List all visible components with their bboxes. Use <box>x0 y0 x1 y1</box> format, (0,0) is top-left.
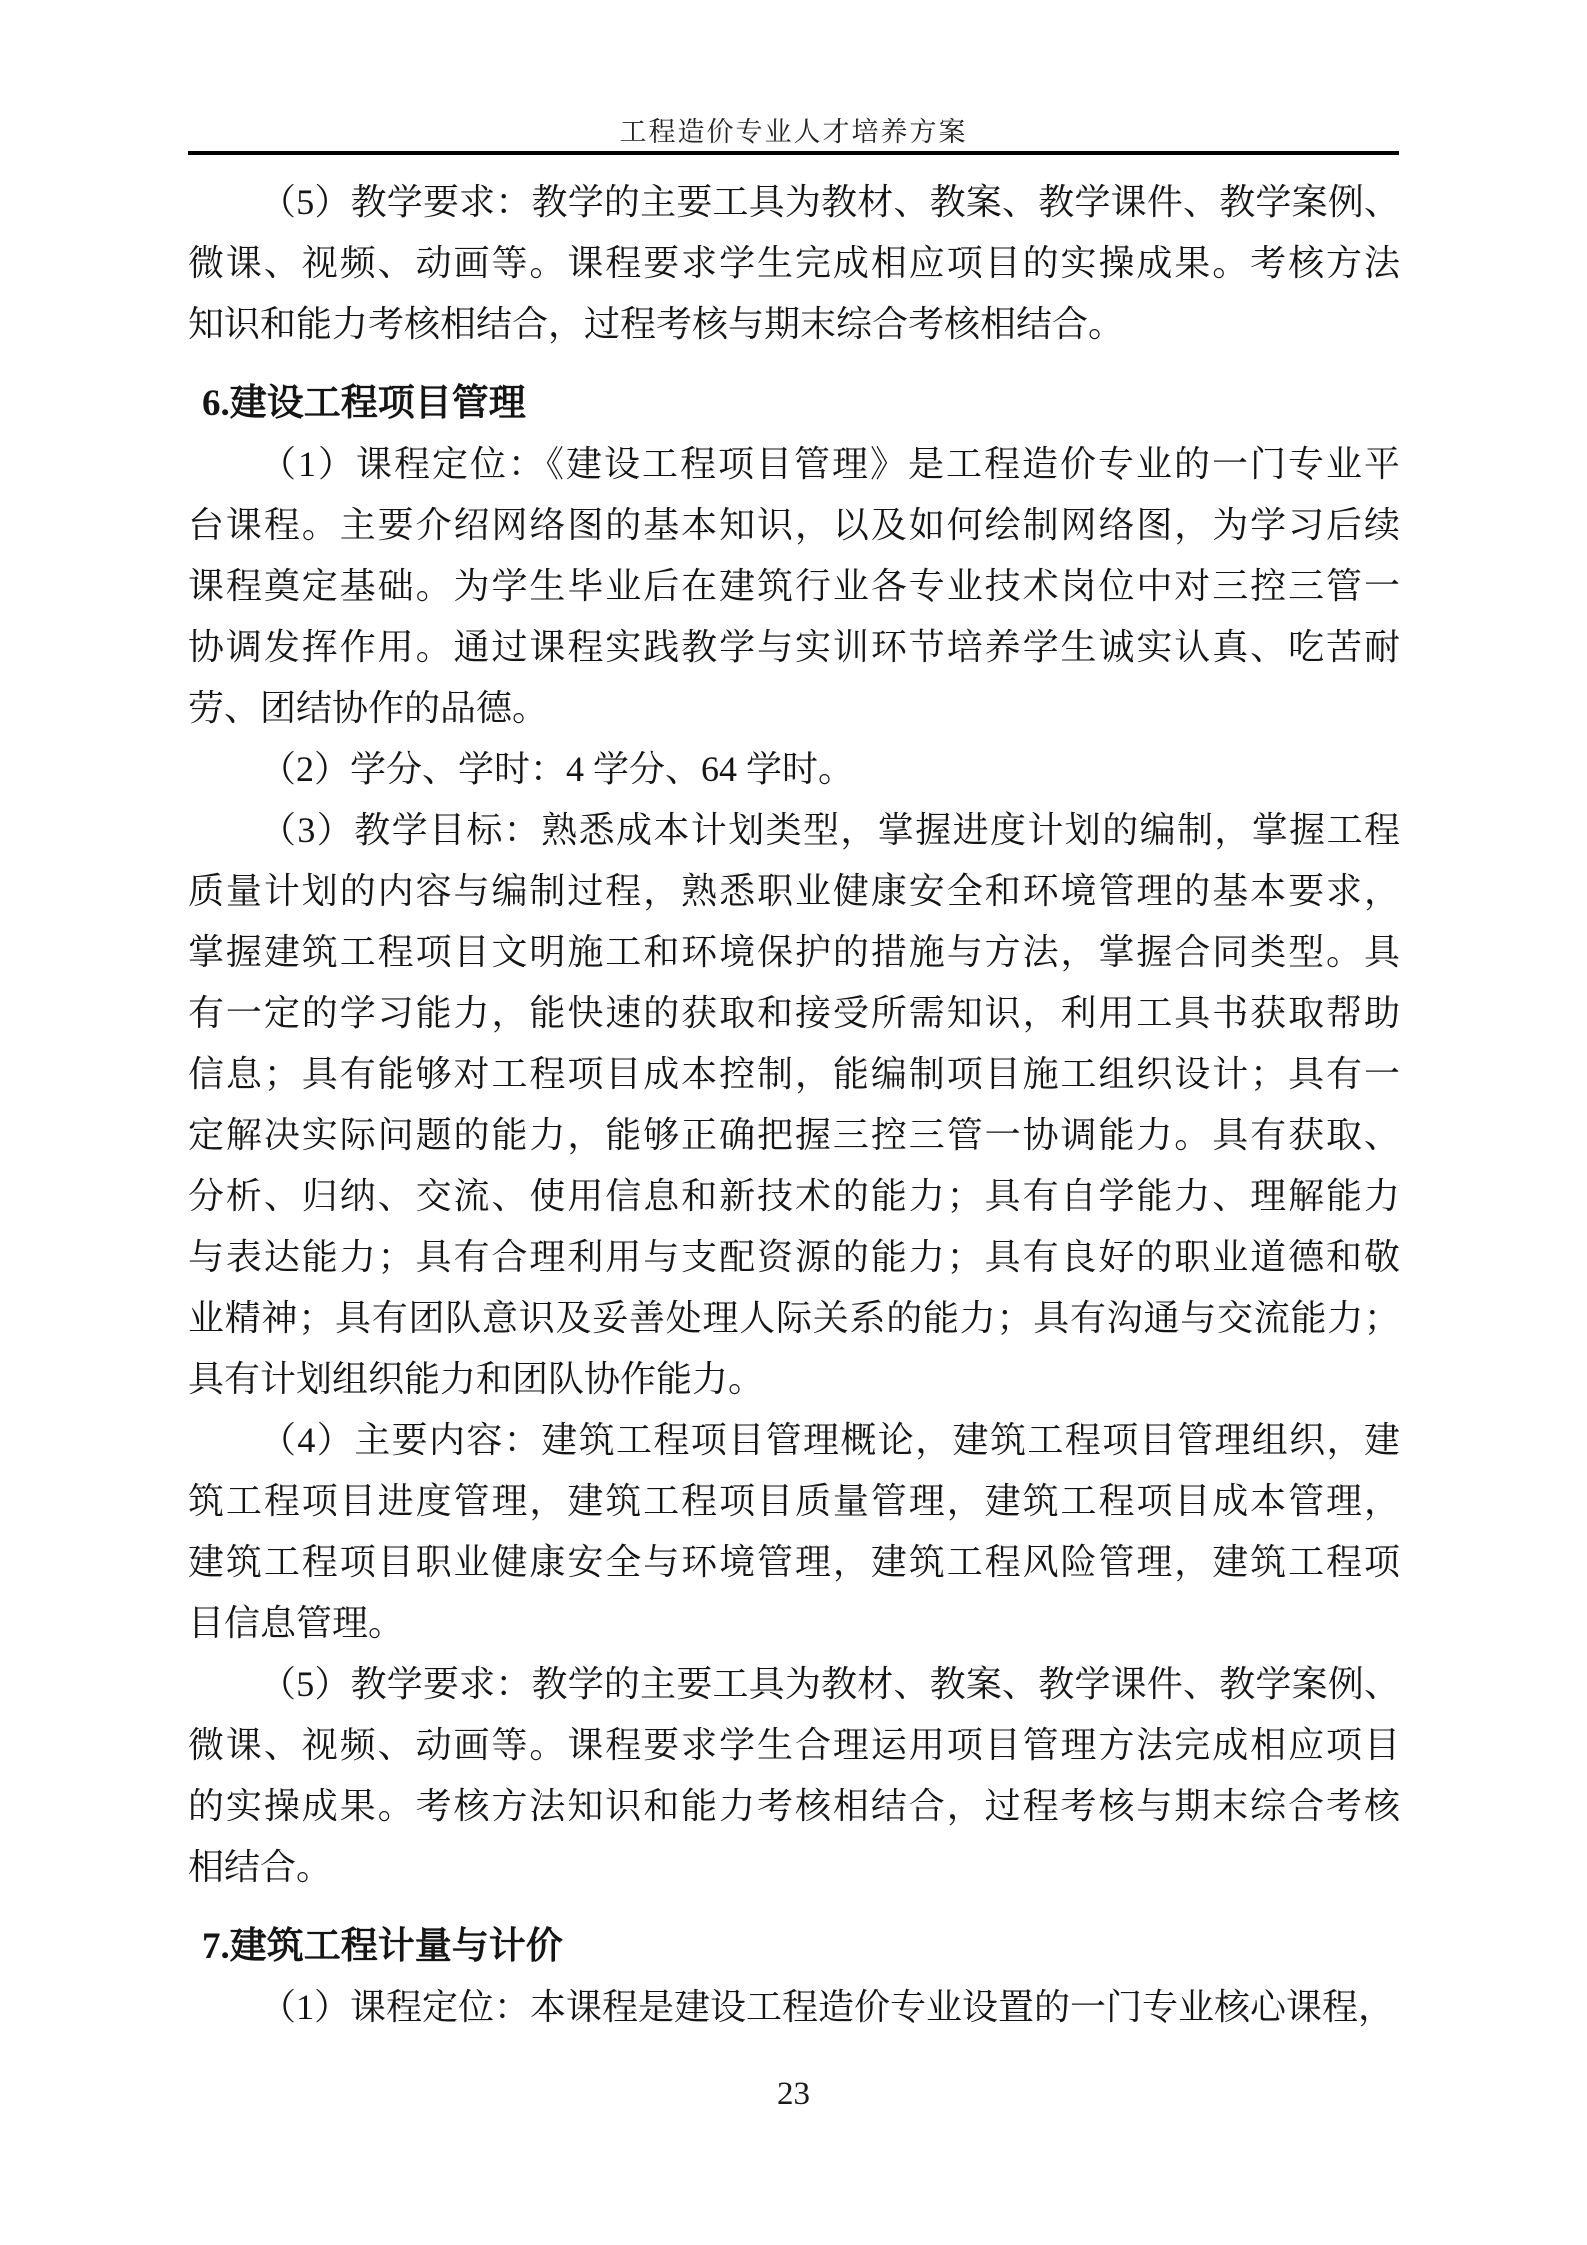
body-line: （5）教学要求：教学的主要工具为教材、教案、教学课件、教学案例、 <box>260 1664 1400 1704</box>
body-line: 定解决实际问题的能力，能够正确把握三控三管一协调能力。具有获取、 <box>188 1115 1400 1155</box>
page-header-title: 工程造价专业人才培养方案 <box>619 117 968 147</box>
body-line: 知识和能力考核相结合，过程考核与期末综合考核相结合。 <box>188 304 1125 344</box>
body-line: （4）主要内容：建筑工程项目管理概论，建筑工程项目管理组织，建 <box>260 1420 1400 1460</box>
body-line: 的实操成果。考核方法知识和能力考核相结合，过程考核与期末综合考核 <box>188 1786 1400 1826</box>
body-line: （3）教学目标：熟悉成本计划类型，掌握进度计划的编制，掌握工程 <box>260 810 1400 850</box>
section-heading: 7.建筑工程计量与计价 <box>202 1926 563 1967</box>
body-line: 筑工程项目进度管理，建筑工程项目质量管理，建筑工程项目成本管理， <box>188 1481 1400 1521</box>
body-line: 建筑工程项目职业健康安全与环境管理，建筑工程风险管理，建筑工程项 <box>188 1542 1400 1582</box>
document-body <box>188 172 1400 2038</box>
body-line: （5）教学要求：教学的主要工具为教材、教案、教学课件、教学案例、 <box>260 182 1400 222</box>
body-line: （2）学分、学时：4 学分、64 学时。 <box>260 749 855 789</box>
body-line: 协调发挥作用。通过课程实践教学与实训环节培养学生诚实认真、吃苦耐 <box>188 627 1400 667</box>
body-line: 微课、视频、动画等。课程要求学生合理运用项目管理方法完成相应项目 <box>188 1725 1400 1765</box>
body-line: 目信息管理。 <box>188 1603 405 1643</box>
body-line: 掌握建筑工程项目文明施工和环境保护的措施与方法，掌握合同类型。具 <box>188 932 1400 972</box>
body-line: 具有计划组织能力和团队协作能力。 <box>188 1359 765 1399</box>
body-line: 分析、归纳、交流、使用信息和新技术的能力；具有自学能力、理解能力 <box>188 1176 1400 1216</box>
section-heading: 6.建设工程项目管理 <box>202 383 526 424</box>
body-line: 微课、视频、动画等。课程要求学生完成相应项目的实操成果。考核方法 <box>188 243 1400 283</box>
body-line: 质量计划的内容与编制过程，熟悉职业健康安全和环境管理的基本要求， <box>188 871 1400 911</box>
body-line: 有一定的学习能力，能快速的获取和接受所需知识，利用工具书获取帮助 <box>188 993 1400 1033</box>
body-line: 信息；具有能够对工程项目成本控制，能编制项目施工组织设计；具有一 <box>188 1054 1400 1094</box>
body-line: （1）课程定位：本课程是建设工程造价专业设置的一门专业核心课程， <box>260 1987 1395 2027</box>
body-line: 相结合。 <box>188 1847 333 1887</box>
body-line: 台课程。主要介绍网络图的基本知识，以及如何绘制网络图，为学习后续 <box>188 505 1400 545</box>
header-rule <box>188 151 1399 155</box>
page-number: 23 <box>777 2076 810 2112</box>
body-line: 劳、团结协作的品德。 <box>188 688 549 728</box>
body-line: 与表达能力；具有合理利用与支配资源的能力；具有良好的职业道德和敬 <box>188 1237 1400 1277</box>
body-line: （1）课程定位：《建设工程项目管理》是工程造价专业的一门专业平 <box>260 444 1400 484</box>
body-line: 课程奠定基础。为学生毕业后在建筑行业各专业技术岗位中对三控三管一 <box>188 566 1400 606</box>
body-line: 业精神；具有团队意识及妥善处理人际关系的能力；具有沟通与交流能力； <box>188 1298 1400 1338</box>
